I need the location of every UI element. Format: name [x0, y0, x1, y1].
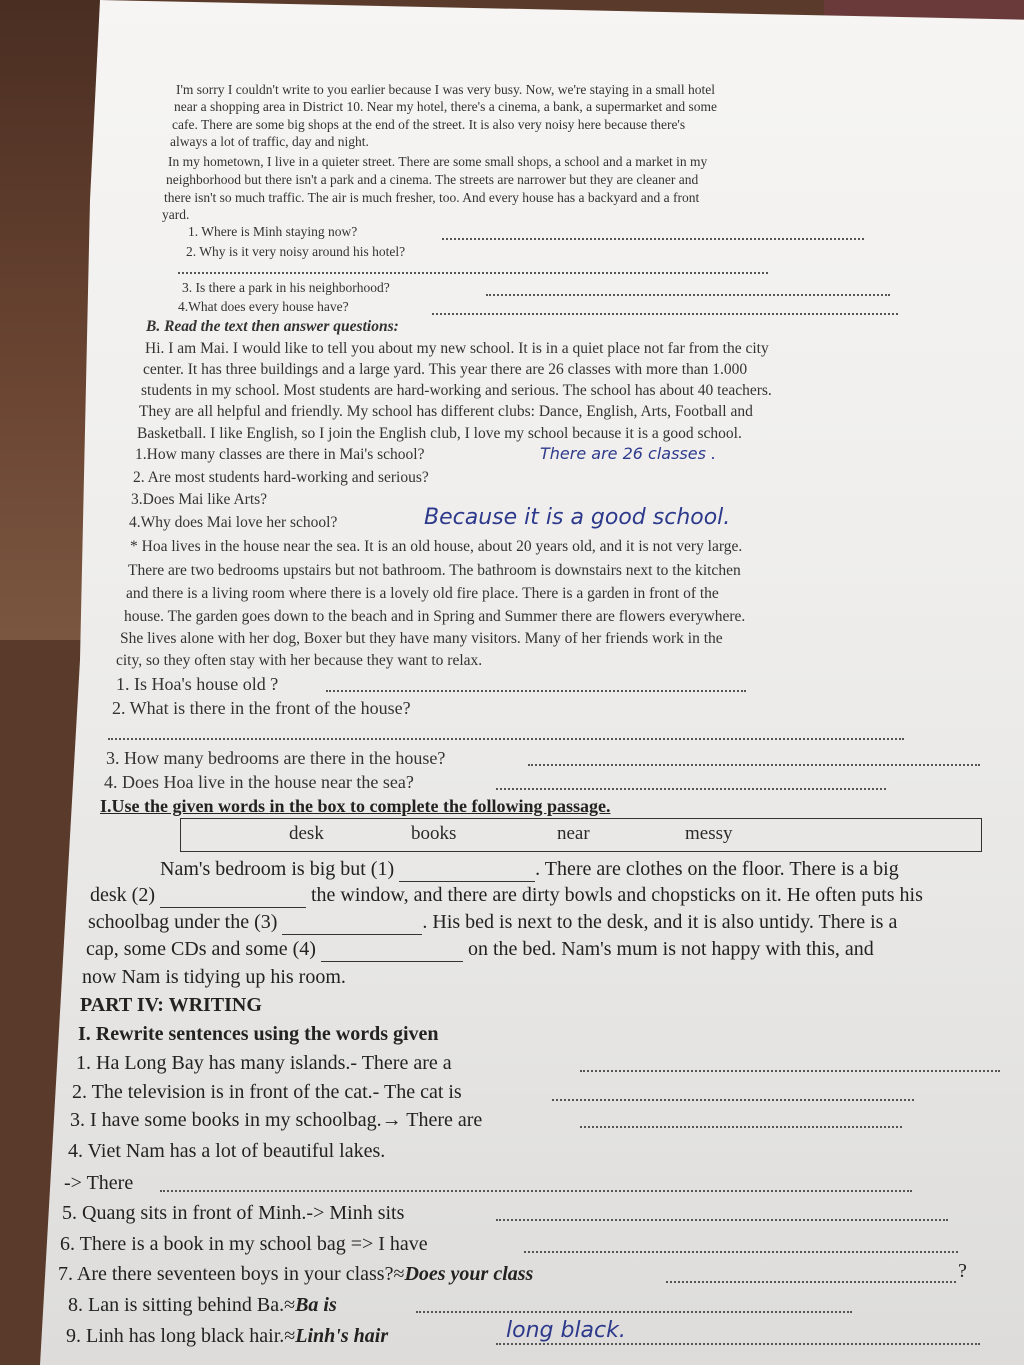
- rewrite-1: 1. Ha Long Bay has many islands.- There are a: [76, 1052, 452, 1074]
- passage-c-line: and there is a living room where there is a lovely old fire place. There is a garden in front of the: [126, 585, 719, 602]
- passage-c-line: house. The garden goes down to the beach and in Spring and Summer there are flowers everywhere.: [124, 608, 746, 625]
- rewrite-5: 5. Quang sits in front of Minh.-> Minh sits: [62, 1202, 405, 1224]
- passage-a-line: neighborhood but there isn't a park and a cinema. The streets are narrower but they are cleaner and: [166, 172, 699, 187]
- answer-line-rewrite-4[interactable]: [160, 1190, 912, 1192]
- answer-line-a-2[interactable]: [178, 272, 768, 274]
- handwritten-answer-b-4: Because it is a good school.: [424, 505, 731, 530]
- word-box-item: near: [557, 823, 590, 844]
- answer-line-rewrite-1[interactable]: [580, 1070, 1000, 1072]
- word-box: [180, 818, 982, 852]
- section-b-title: B. Read the text then answer questions:: [146, 318, 399, 335]
- blank-4[interactable]: [321, 938, 463, 962]
- blank-2[interactable]: [160, 884, 306, 908]
- rewrite-7: 7. Are there seventeen boys in your class?≈Does your class: [58, 1263, 534, 1285]
- passage-c-line: There are two bedrooms upstairs but not bathroom. The bathroom is downstairs next to the kitchen: [128, 562, 741, 579]
- passage-a-line: always a lot of traffic, day and night.: [170, 134, 369, 149]
- passage-a-line: cafe. There are some big shops at the end of the street. It is also very noisy here because there's: [172, 117, 686, 132]
- passage-d-line: Nam's bedroom is big but (1) . There are clothes on the floor. There is a big: [160, 858, 899, 880]
- answer-line-a-1[interactable]: [442, 238, 864, 240]
- passage-a-line: yard.: [162, 207, 190, 222]
- answer-line-c-1[interactable]: [326, 690, 746, 692]
- rewrite-2: 2. The television is in front of the cat.- The cat is: [72, 1081, 462, 1103]
- question-c-3: 3. How many bedrooms are there in the house?: [106, 748, 446, 768]
- answer-line-rewrite-3[interactable]: [580, 1126, 902, 1128]
- question-b-2: 2. Are most students hard-working and serious?: [133, 469, 429, 486]
- passage-b-line: Hi. I am Mai. I would like to tell you about my new school. It is in a quiet place not far from the city: [145, 340, 769, 357]
- answer-line-rewrite-6[interactable]: [524, 1251, 958, 1253]
- question-c-4: 4. Does Hoa live in the house near the sea?: [104, 772, 414, 792]
- passage-b-line: center. It has three buildings and a large yard. This year there are 26 classes with more than 1.000: [143, 361, 748, 378]
- passage-c-line: * Hoa lives in the house near the sea. It is an old house, about 20 years old, and it is not very large.: [130, 538, 743, 555]
- passage-d-line: desk (2) the window, and there are dirty bowls and chopsticks on it. He often puts his: [90, 884, 923, 906]
- passage-b-line: They are all helpful and friendly. My school has different clubs: Dance, English, Arts, Football and: [139, 403, 753, 420]
- passage-a-line: I'm sorry I couldn't write to you earlier because I was very busy. Now, we're staying in a small hotel: [176, 82, 716, 97]
- answer-line-rewrite-8[interactable]: [416, 1311, 852, 1313]
- rewrite-4-there: -> There: [64, 1172, 134, 1194]
- passage-c-line: city, so they often stay with her because they want to relax.: [116, 652, 483, 669]
- rewrite-7-question-mark: ?: [958, 1260, 967, 1282]
- question-b-3: 3.Does Mai like Arts?: [131, 491, 268, 508]
- passage-a-line: near a shopping area in District 10. Near my hotel, there's a cinema, a bank, a supermarket and some: [174, 99, 717, 114]
- word-box-item: messy: [685, 823, 733, 844]
- answer-line-c-3[interactable]: [528, 764, 980, 766]
- part-iv-title: PART IV: WRITING: [80, 994, 262, 1016]
- rewrite-title: I. Rewrite sentences using the words given: [78, 1023, 439, 1045]
- section-i-title: I.Use the given words in the box to complete the following passage.: [100, 796, 611, 816]
- question-c-1: 1. Is Hoa's house old ?: [116, 674, 279, 694]
- answer-line-rewrite-2[interactable]: [552, 1099, 914, 1101]
- word-box-item: desk: [289, 823, 324, 844]
- handwritten-answer-rewrite-9: long black.: [506, 1318, 626, 1343]
- passage-d-line: cap, some CDs and some (4) on the bed. Nam's mum is not happy with this, and: [86, 938, 874, 960]
- answer-line-rewrite-7[interactable]: [666, 1281, 956, 1283]
- passage-d-line: schoolbag under the (3) . His bed is next to the desk, and it is also untidy. There is a: [88, 911, 898, 933]
- question-a-4: 4.What does every house have?: [178, 299, 349, 314]
- question-b-4: 4.Why does Mai love her school?: [129, 514, 338, 531]
- answer-line-rewrite-9[interactable]: [496, 1343, 980, 1345]
- handwritten-answer-b-1: There are 26 classes .: [540, 444, 717, 463]
- answer-line-a-3[interactable]: [486, 294, 890, 296]
- blank-1[interactable]: [399, 858, 535, 882]
- passage-d-line: now Nam is tidying up his room.: [82, 966, 346, 988]
- rewrite-8: 8. Lan is sitting behind Ba.≈Ba is: [68, 1294, 337, 1316]
- rewrite-4: 4. Viet Nam has a lot of beautiful lakes.: [68, 1140, 386, 1162]
- rewrite-6: 6. There is a book in my school bag => I have: [60, 1233, 428, 1255]
- question-b-1: 1.How many classes are there in Mai's school?: [135, 446, 425, 463]
- question-a-2: 2. Why is it very noisy around his hotel?: [186, 244, 406, 259]
- rewrite-3: 3. I have some books in my schoolbag.→ There are: [70, 1109, 483, 1131]
- answer-line-c-2[interactable]: [108, 738, 904, 740]
- question-c-2: 2. What is there in the front of the house?: [112, 698, 411, 718]
- passage-a-line: there isn't so much traffic. The air is much fresher, too. And every house has a backyard and a front: [164, 190, 700, 205]
- passage-a-line: In my hometown, I live in a quieter street. There are some small shops, a school and a market in my: [168, 154, 708, 169]
- word-box-item: books: [411, 823, 457, 844]
- answer-line-c-4[interactable]: [496, 788, 886, 790]
- passage-b-line: Basketball. I like English, so I join the English club, I love my school because it is a good school.: [137, 425, 742, 442]
- answer-line-a-4[interactable]: [432, 313, 898, 315]
- passage-c-line: She lives alone with her dog, Boxer but they have many visitors. Many of her friends work in the: [120, 630, 723, 647]
- question-a-1: 1. Where is Minh staying now?: [188, 224, 358, 239]
- blank-3[interactable]: [282, 911, 422, 935]
- rewrite-9: 9. Linh has long black hair.≈Linh's hair: [66, 1325, 389, 1347]
- passage-b-line: students in my school. Most students are hard-working and serious. The school has about 40 teachers.: [141, 382, 772, 399]
- question-a-3: 3. Is there a park in his neighborhood?: [182, 280, 390, 295]
- answer-line-rewrite-5[interactable]: [496, 1219, 948, 1221]
